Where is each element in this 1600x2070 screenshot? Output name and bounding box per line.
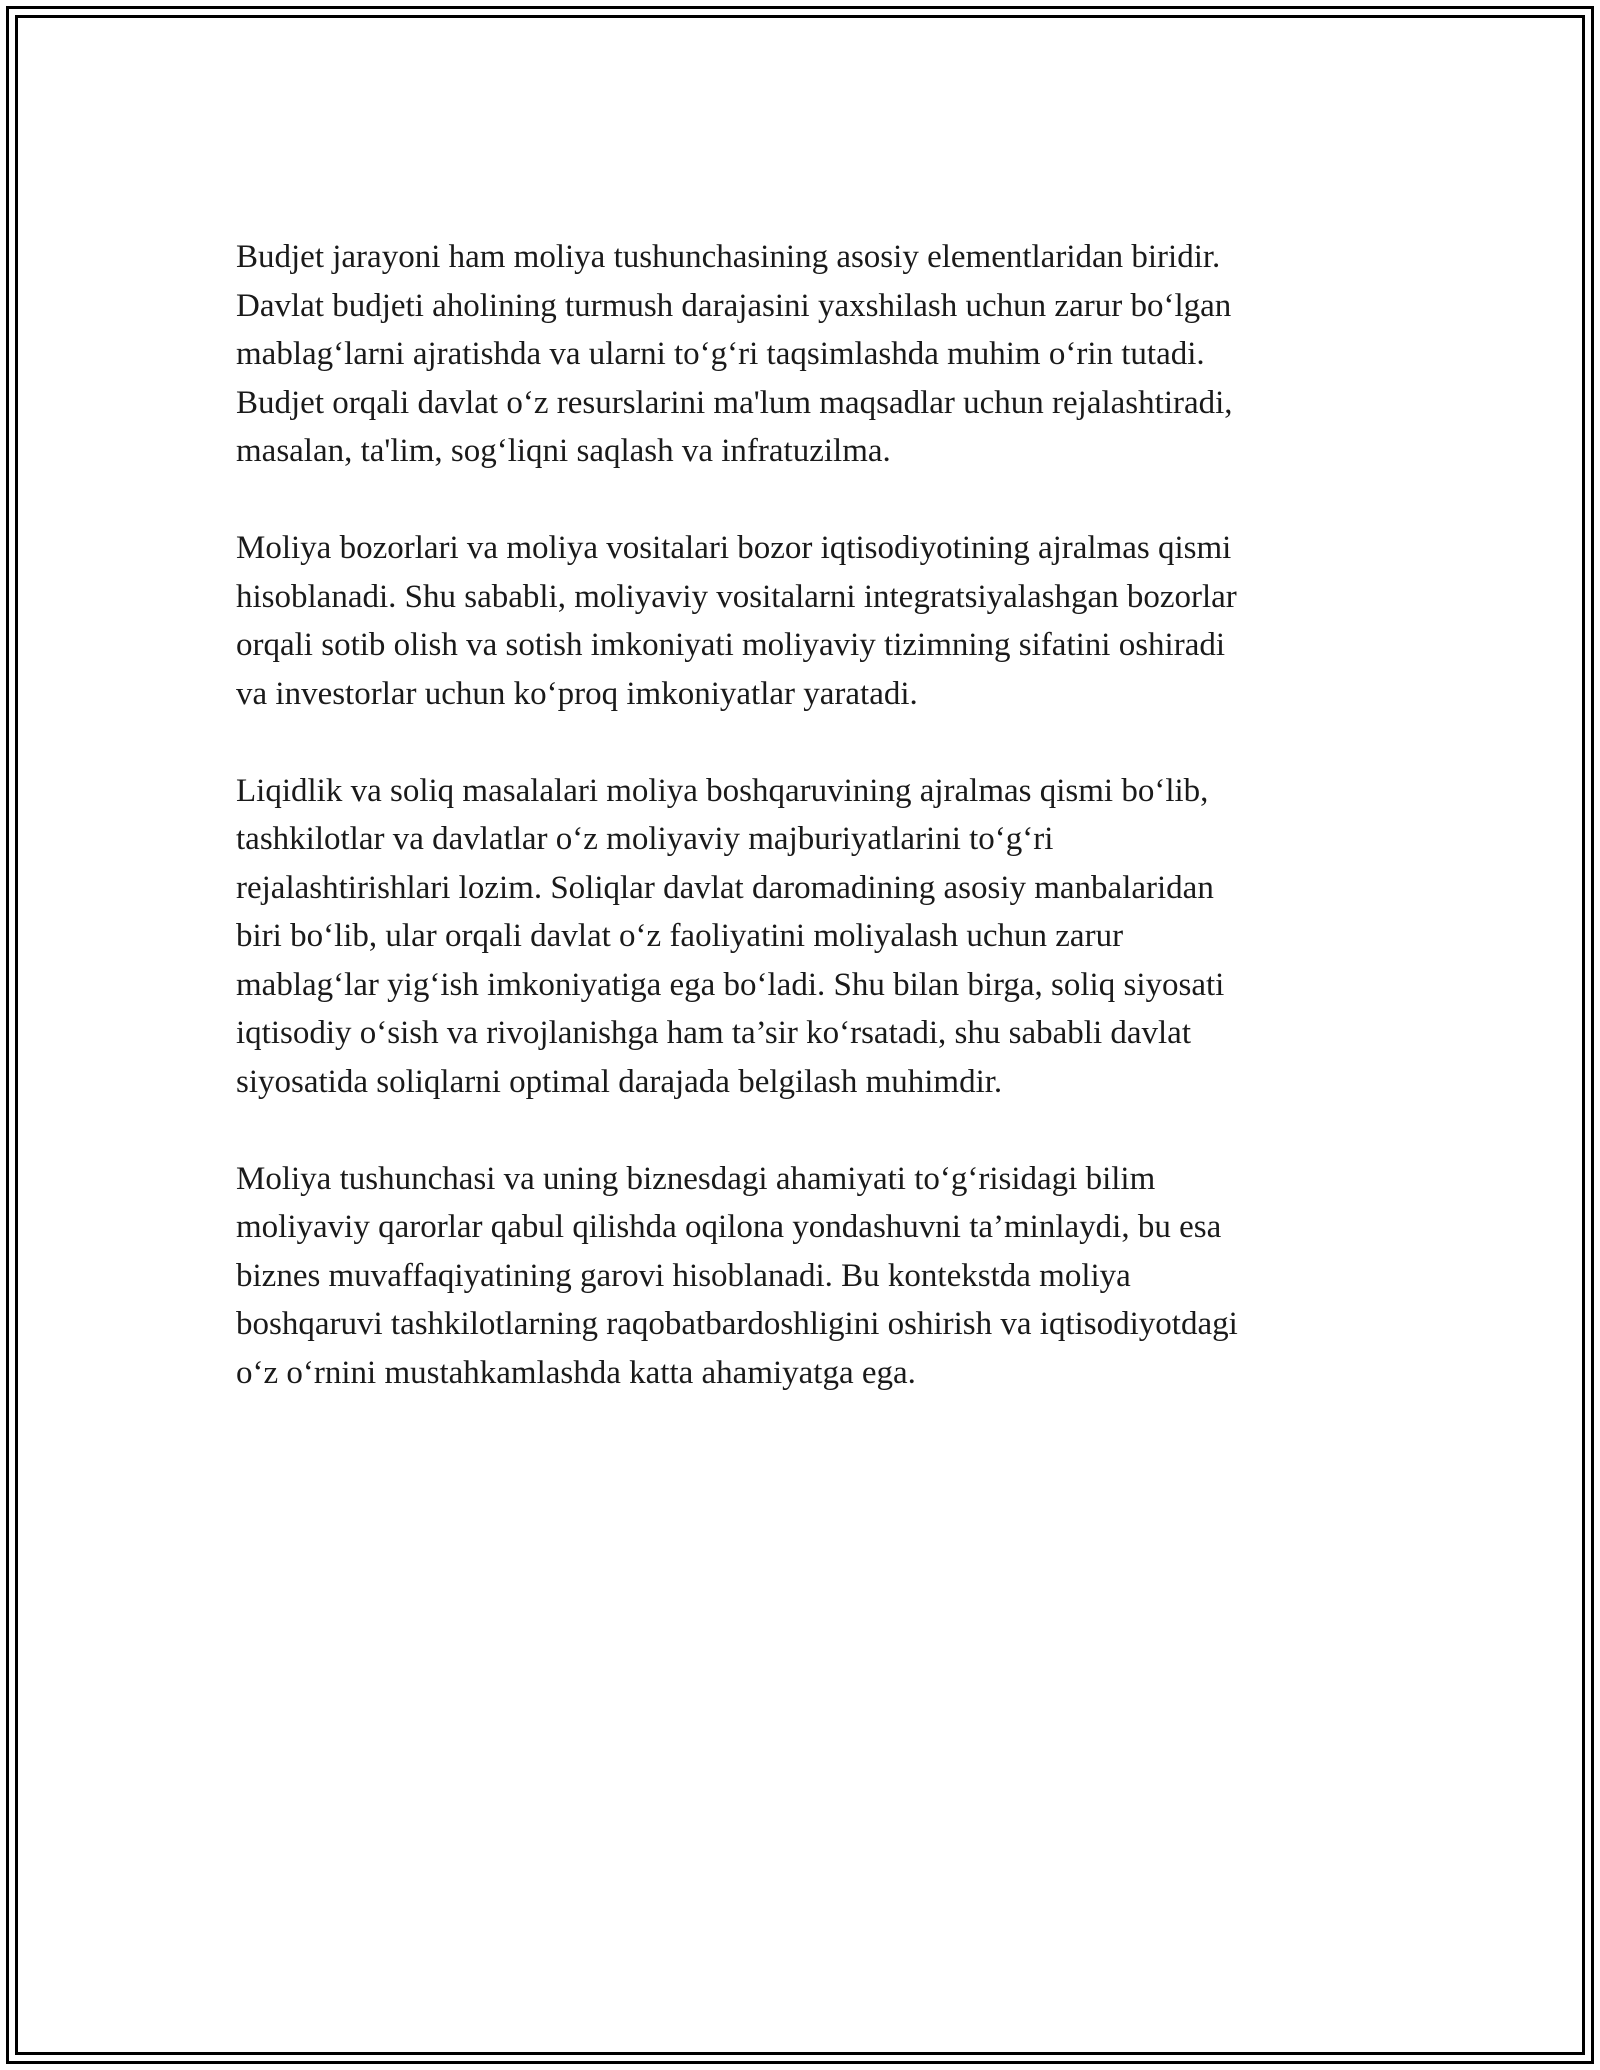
paragraph-line: biznes muvaffaqiyatining garovi hisoblanadi. Bu kontekstda moliya	[236, 1257, 1131, 1294]
paragraph-line: Moliya bozorlari va moliya vositalari bozor iqtisodiyotining ajralmas qismi	[236, 530, 1232, 566]
paragraph-line: o‘z o‘rnini mustahkamlashda katta ahamiyatga ega.	[236, 1354, 916, 1391]
paragraph-line: Budjet orqali davlat o‘z resurslarini ma'lum maqsadlar uchun rejalashtiradi,	[236, 384, 1233, 421]
paragraph-line: Moliya tushunchasi va uning biznesdagi ahamiyati to‘g‘risidagi bilim	[236, 1160, 1156, 1197]
paragraph-line: boshqaruvi tashkilotlarning raqobatbardoshligini oshirish va iqtisodiyotdagi	[236, 1306, 1238, 1342]
paragraph-liquidity-taxes	[236, 767, 1366, 1107]
paragraph-line: mablag‘lar yig‘ish imkoniyatiga ega bo‘ladi. Shu bilan birga, soliq siyosati	[236, 966, 1225, 1003]
paragraph-line: Budjet jarayoni ham moliya tushunchasining asosiy elementlaridan biridir.	[236, 239, 1221, 275]
paragraph-line: iqtisodiy o‘sish va rivojlanishga ham ta’sir ko‘rsatadi, shu sababli davlat	[236, 1015, 1192, 1051]
paragraph-line: masalan, ta'lim, sog‘liqni saqlash va infratuzilma.	[236, 433, 891, 469]
paragraph-line: orqali sotib olish va sotish imkoniyati moliyaviy tizimning sifatini oshiradi	[236, 627, 1226, 663]
paragraph-line: hisoblanadi. Shu sababli, moliyaviy vositalarni integratsiyalashgan bozorlar	[236, 578, 1237, 615]
paragraph-line: biri bo‘lib, ular orqali davlat o‘z faoliyatini moliyalash uchun zarur	[236, 918, 1124, 954]
paragraph-finance-concept	[236, 1155, 1366, 1398]
paragraph-line: Davlat budjeti aholining turmush darajasini yaxshilash uchun zarur bo‘lgan	[236, 287, 1232, 324]
paragraph-line: siyosatida soliqlarni optimal darajada belgilash muhimdir.	[236, 1063, 1003, 1100]
paragraph-line: tashkilotlar va davlatlar o‘z moliyaviy majburiyatlarini to‘g‘ri	[236, 821, 1054, 857]
paragraph-line: va investorlar uchun ko‘proq imkoniyatlar yaratadi.	[236, 675, 918, 712]
paragraph-line: moliyaviy qarorlar qabul qilishda oqilona yondashuvni ta’minlaydi, bu esa	[236, 1209, 1222, 1245]
paragraph-financial-markets	[236, 524, 1366, 718]
document-body	[236, 233, 1366, 1446]
paragraph-budget	[236, 233, 1366, 476]
paragraph-line: rejalashtirishlari lozim. Soliqlar davlat daromadining asosiy manbalaridan	[236, 869, 1214, 906]
paragraph-line: mablag‘larni ajratishda va ularni to‘g‘ri taqsimlashda muhim o‘rin tutadi.	[236, 336, 1205, 372]
paragraph-line: Liqidlik va soliq masalalari moliya boshqaruvining ajralmas qismi bo‘lib,	[236, 772, 1209, 809]
